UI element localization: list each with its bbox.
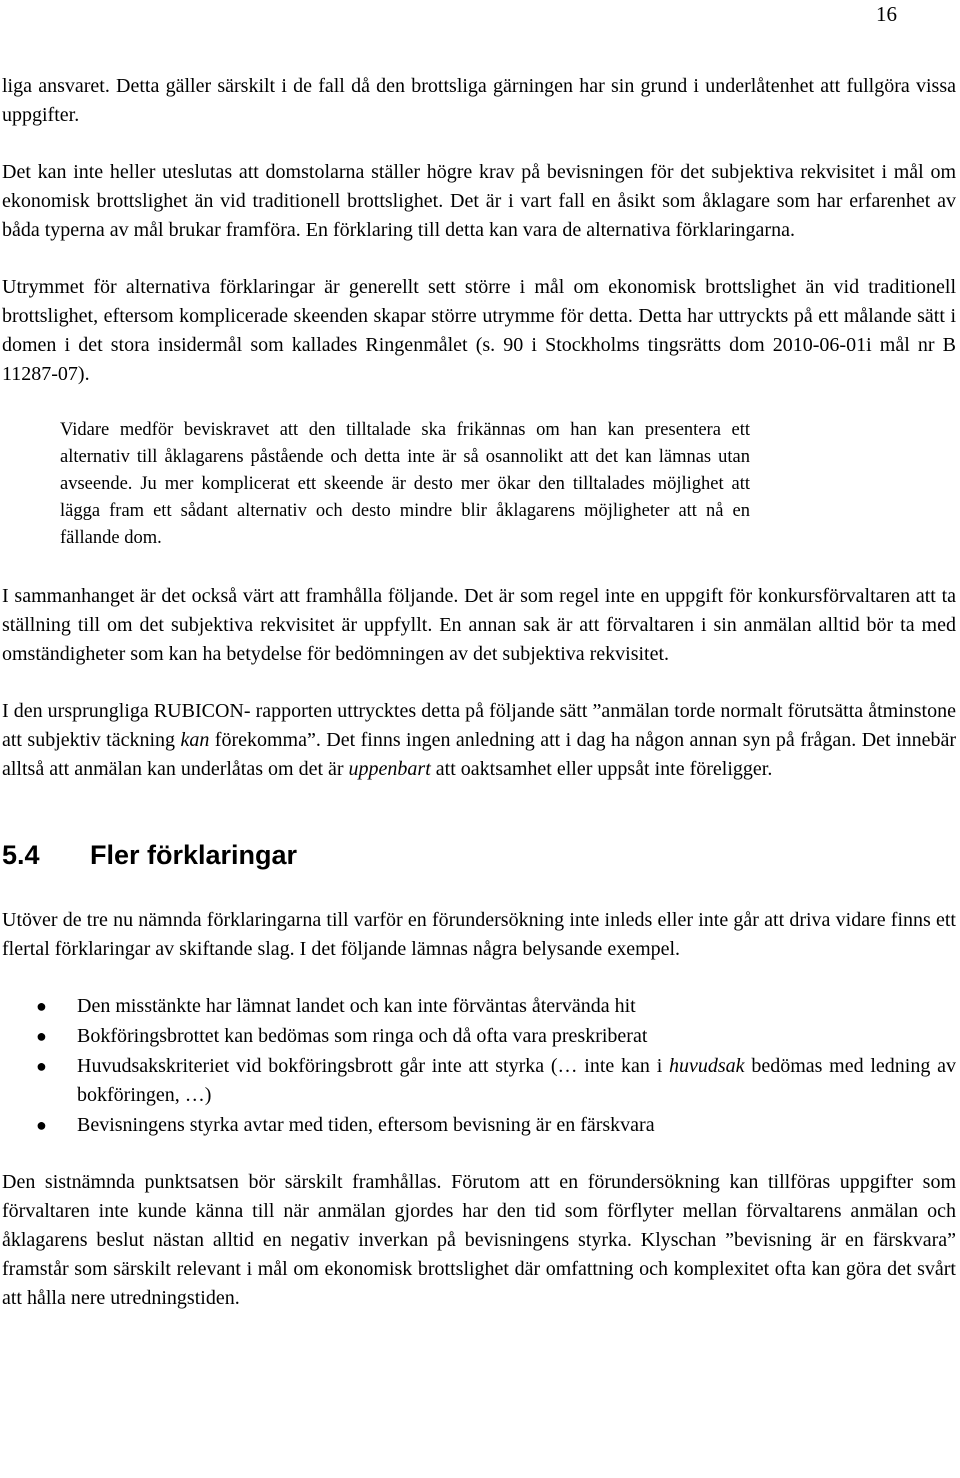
paragraph-7: Den sistnämnda punktsatsen bör särskilt framhållas. Förutom att en förundersökning kan tillföras uppgifter som förvaltaren inte kunde känna till när anmälan gjordes har den tid som förflyter mellan förvaltarens anmälan och åklagarens beslut nästan alltid en negativ inverkan på bevisningens styrka. Klyschan ”bevisning är en färskvara” framstår som särskilt relevant i mål om ekonomisk brottslighet där omfattning och komplexitet ofta kan göra det svårt att hålla nere utredningstiden. bbox=[2, 1171, 956, 1309]
paragraph-5-text-a: I den ursprungliga RUBICON- rapporten uttrycktes detta på följande sätt ”anmälan torde normalt förutsätta åtminstone att subjektiv täckning bbox=[2, 700, 956, 751]
section-title: Fler förklaringar bbox=[90, 840, 298, 870]
paragraph-5 bbox=[2, 697, 956, 784]
paragraph-5-text-c: att oaktsamhet eller uppsåt inte föreligger. bbox=[430, 758, 773, 780]
paragraph-2: Det kan inte heller uteslutas att domstolarna ställer högre krav på bevisningen för det subjektiva rekvisitet i mål om ekonomisk brottslighet än vid traditionell brottslighet. Det är i vart fall en åsikt som åklagare som har erfarenhet av båda typerna av mål brukar framföra. En förklaring till detta kan vara de alternativa förklaringarna. bbox=[2, 161, 956, 241]
paragraph-6: Utöver de tre nu nämnda förklaringarna till varför en förundersökning inte inleds eller inte går att driva vidare finns ett flertal förklaringar av skiftande slag. I det följande lämnas några belysande exempel. bbox=[2, 909, 956, 960]
paragraph-1: liga ansvaret. Detta gäller särskilt i de fall då den brottsliga gärningen har sin grund i underlåtenhet att fullgöra vissa uppgifter. bbox=[2, 75, 956, 126]
list-item-emphasis-huvudsak: huvudsak bbox=[669, 1055, 745, 1077]
list-item bbox=[2, 992, 956, 1021]
bullet-icon: ● bbox=[36, 1056, 47, 1076]
list-item bbox=[2, 1111, 956, 1140]
paragraph-4: I sammanhanget är det också värt att framhålla följande. Det är som regel inte en uppgift för konkursförvaltaren att ta ställning till om det subjektiva rekvisitet är uppfyllt. En annan sak är att förvaltaren i sin anmälan alltid bör ta med omständigheter som kan ha betydelse för bedömningen av det subjektiva rekvisitet. bbox=[2, 585, 956, 665]
document-body bbox=[2, 72, 956, 1313]
section-number: 5.4 bbox=[2, 840, 40, 870]
list-item-text-b: bedömas med ledning av bokföringen, …) bbox=[77, 1055, 956, 1106]
list-item-text: Den misstänkte har lämnat landet och kan inte förväntas återvända hit bbox=[77, 995, 636, 1017]
bullet-icon: ● bbox=[36, 996, 47, 1016]
bullet-icon: ● bbox=[36, 1026, 47, 1046]
paragraph-3: Utrymmet för alternativa förklaringar är generellt sett större i mål om ekonomisk brottslighet än vid traditionell brottslighet, eftersom komplicerade skeenden skapar större utrymme för detta. Detta har uttryckts på ett målande sätt i domen i det stora insidermål som kallades Ringenmålet (s. 90 i Stockholms tingsrätts dom 2010-06-01i mål nr B 11287-07). bbox=[2, 276, 956, 385]
block-quote: Vidare medför beviskravet att den tilltalade ska frikännas om han kan presentera ett alternativ till åklagarens påstående och detta inte är så osannolikt att det kan lämnas utan avseende. Ju mer komplicerat ett skeende är desto mer ökar den tilltalades möjlighet att lägga fram ett sådant alternativ och desto mindre blir åklagarens möjligheter att nå en fällande dom. bbox=[60, 420, 750, 548]
list-item bbox=[2, 1052, 956, 1110]
list-item-text: Bevisningens styrka avtar med tiden, eftersom bevisning är en färskvara bbox=[77, 1114, 655, 1136]
list-item-text-a: Huvudsakskriteriet vid bokföringsbrott går inte att styrka (… inte kan i bbox=[77, 1055, 670, 1077]
page-number: 16 bbox=[876, 2, 897, 26]
paragraph-5-text-b: förekomma”. Det finns ingen anledning att i dag ha någon annan syn på frågan. Det innebär alltså att anmälan kan underlåtas om det är bbox=[2, 729, 956, 780]
bullet-list bbox=[2, 992, 956, 1140]
list-item bbox=[2, 1022, 956, 1051]
paragraph-5-emphasis-uppenbart: uppenbart bbox=[348, 758, 431, 780]
section-heading bbox=[2, 838, 956, 872]
list-item-text: Bokföringsbrottet kan bedömas som ringa och då ofta vara preskriberat bbox=[77, 1025, 648, 1047]
paragraph-5-emphasis-kan: kan bbox=[180, 729, 210, 751]
bullet-icon: ● bbox=[36, 1115, 47, 1135]
